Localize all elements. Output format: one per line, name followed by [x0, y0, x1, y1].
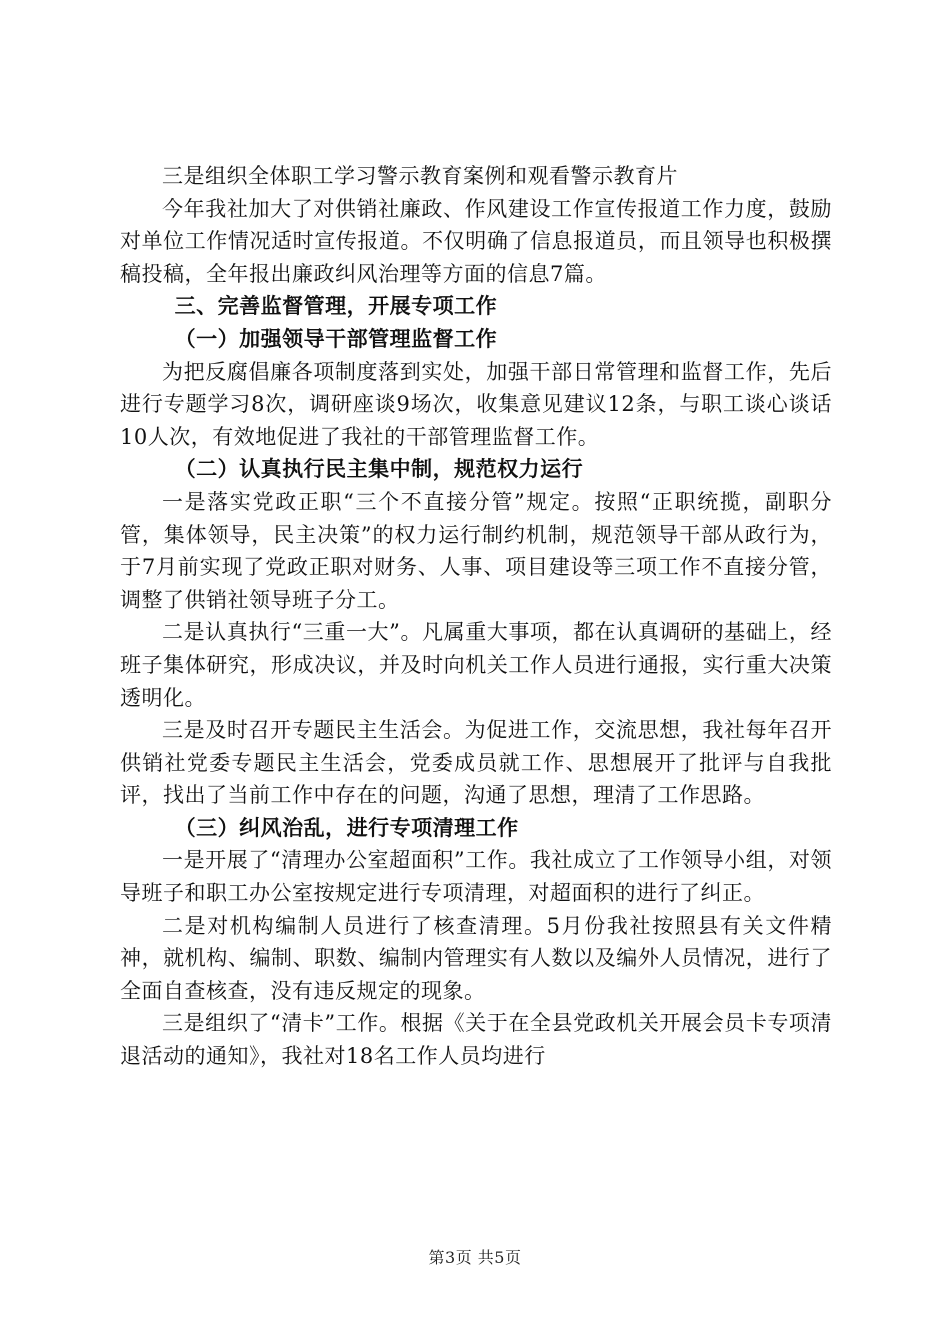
document-body — [120, 160, 832, 1073]
paragraph-staffing-check: 二是对机构编制人员进行了核查清理。5月份我社按照县有关文件精神，就机构、编制、职数、编制内管理实有人数以及编外人员情况，进行了全面自查核查，没有违反规定的现象。 — [120, 913, 832, 1003]
paragraph-warning-education: 三是组织全体职工学习警示教育案例和观看警示教育片 — [162, 164, 678, 188]
paragraph-three-not-direct: 一是落实党政正职“三个不直接分管”规定。按照“正职统揽，副职分管，集体领导，民主决策”的权力运行制约机制，规范领导干部从政行为，于7月前实现了党政正职对财务、人事、项目建设等三项工作不直接分管，调整了供销社领导班子分工。 — [120, 489, 832, 612]
paragraph-card-cleanup: 三是组织了“清卡”工作。根据《关于在全县党政机关开展会员卡专项清退活动的通知》，我社对18名工作人员均进行 — [120, 1011, 832, 1069]
paragraph-cadre-supervision: 为把反腐倡廉各项制度落到实处，加强干部日常管理和监督工作，先后进行专题学习8次，调研座谈9场次，收集意见建议12条，与职工谈心谈话10人次，有效地促进了我社的干部管理监督工作。 — [120, 359, 832, 449]
paragraph-office-area-cleanup: 一是开展了“清理办公室超面积”工作。我社成立了工作领导小组，对领导班子和职工办公室按规定进行专项清理，对超面积的进行了纠正。 — [120, 848, 832, 906]
paragraph-democratic-life-meeting: 三是及时召开专题民主生活会。为促进工作，交流思想，我社每年召开供销社党委专题民主生活会，党委成员就工作、思想展开了批评与自我批评，找出了当前工作中存在的问题，沟通了思想，理清了工作思路。 — [120, 718, 832, 808]
paragraph-three-major-one-large: 二是认真执行“三重一大”。凡属重大事项，都在认真调研的基础上，经班子集体研究，形成决议，并及时向机关工作人员进行通报，实行重大决策透明化。 — [120, 620, 832, 710]
paragraph-publicity: 今年我社加大了对供销社廉政、作风建设工作宣传报道工作力度，鼓励对单位工作情况适时宣传报道。不仅明确了信息报道员，而且领导也积极撰稿投稿，全年报出廉政纠风治理等方面的信息7篇。 — [120, 196, 832, 286]
subsection-heading-cadre-supervision: （一）加强领导干部管理监督工作 — [174, 326, 498, 351]
subsection-heading-democratic-centralism: （二）认真执行民主集中制，规范权力运行 — [174, 457, 584, 482]
page-number-footer: 第3页 共5页 — [428, 1248, 522, 1267]
subsection-heading-special-cleanup: （三）纠风治乱，进行专项清理工作 — [174, 815, 519, 840]
section-heading-supervision: 三、完善监督管理，开展专项工作 — [174, 294, 498, 319]
